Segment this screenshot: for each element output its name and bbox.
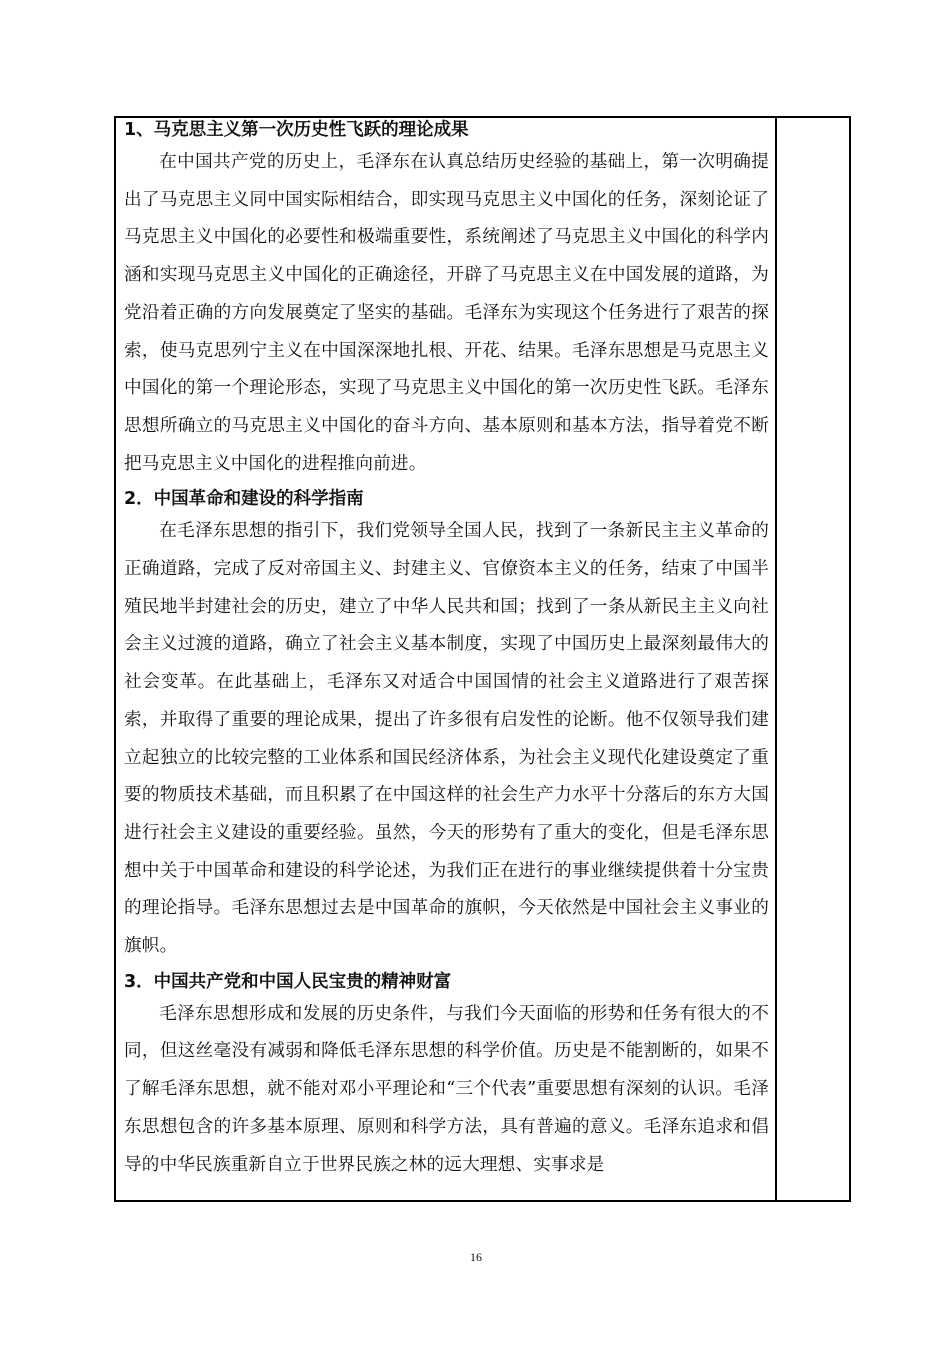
section-2-paragraph: 在毛泽东思想的指引下，我们党领导全国人民，找到了一条新民主主义革命的正确道路，完成了反对帝国主义、封建主义、官僚资本主义的任务，结束了中国半殖民地半封建社会的历史，建立了中华人民共和国；找到了一条从新民主主义向社会主义过渡的道路，确立了社会主义基本制度，实现了中国历史上最深刻最伟大的社会变革。在此基础上，毛泽东又对适合中国国情的社会主义道路进行了艰苦探索，并取得了重要的理论成果，提出了许多很有启发性的论断。他不仅领导我们建立起独立的比较完整的工业体系和国民经济体系，为社会主义现代化建设奠定了重要的物质技术基础，而且积累了在中国这样的社会生产力水平十分落后的东方大国进行社会主义建设的重要经验。虽然，今天的形势有了重大的变化，但是毛泽东思想中关于中国革命和建设的科学论述，为我们正在进行的事业继续提供着十分宝贵的理论指导。毛泽东思想过去是中国革命的旗帜，今天依然是中国社会主义事业的旗帜。 [124, 521, 769, 957]
page-number: 16 [470, 1250, 482, 1264]
section-2-heading: 2．中国革命和建设的科学指南 [124, 489, 364, 510]
section-3-paragraph: 毛泽东思想形成和发展的历史条件，与我们今天面临的形势和任务有很大的不同，但这丝毫没有减弱和降低毛泽东思想的科学价值。历史是不能割断的，如果不了解毛泽东思想，就不能对邓小平理论和“三个代表”重要思想有深刻的认识。毛泽东思想包含的许多基本原理、原则和科学方法，具有普遍的意义。毛泽东追求和倡导的中华民族重新自立于世界民族之林的远大理想、实事求是 [124, 1003, 769, 1175]
document-body [124, 116, 769, 1184]
section-3-heading: 3．中国共产党和中国人民宝贵的精神财富 [124, 971, 452, 992]
section-1-paragraph: 在中国共产党的历史上，毛泽东在认真总结历史经验的基础上，第一次明确提出了马克思主义同中国实际相结合，即实现马克思主义中国化的任务，深刻论证了马克思主义中国化的必要性和极端重要性，系统阐述了马克思主义中国化的科学内涵和实现马克思主义中国化的正确途径，开辟了马克思主义在中国发展的道路，为党沿着正确的方向发展奠定了坚实的基础。毛泽东为实现这个任务进行了艰苦的探索，使马克思列宁主义在中国深深地扎根、开花、结果。毛泽东思想是马克思主义中国化的第一个理论形态，实现了马克思主义中国化的第一次历史性飞跃。毛泽东思想所确立的马克思主义中国化的奋斗方向、基本原则和基本方法，指导着党不断把马克思主义中国化的进程推向前进。 [124, 152, 769, 474]
column-divider [775, 116, 777, 1202]
section-1-heading: 1、马克思主义第一次历史性飞跃的理论成果 [124, 120, 469, 140]
